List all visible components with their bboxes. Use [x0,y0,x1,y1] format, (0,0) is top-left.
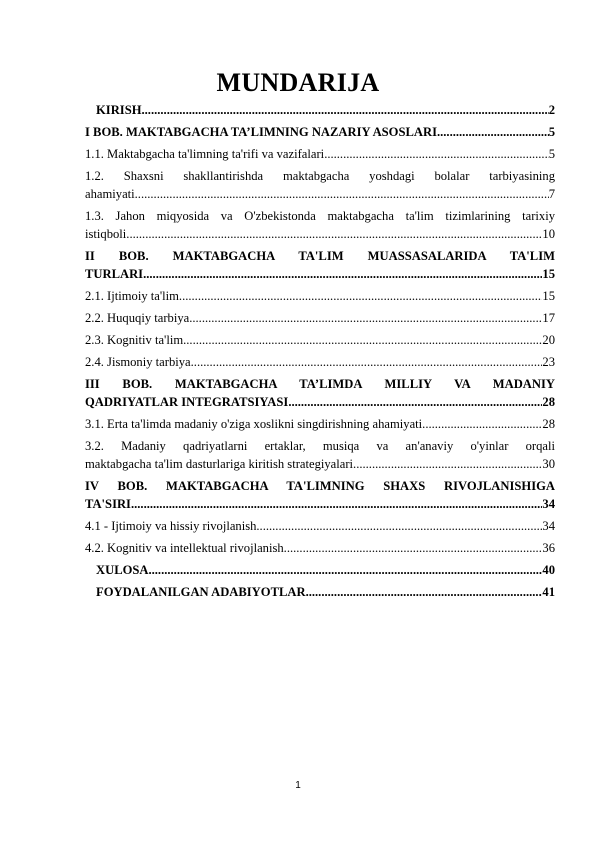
toc-page-number: 28 [542,395,555,409]
toc-entry[interactable] [85,101,555,119]
toc-entry[interactable] [85,437,555,473]
toc-page-number: 40 [542,563,555,577]
dot-leader [306,583,543,601]
page-title: MUNDARIJA [216,68,380,97]
page-number: 1 [295,780,301,791]
dot-leader [191,353,543,371]
toc-entry[interactable] [85,145,555,163]
toc-entry-line2 [85,455,555,473]
toc-page-number: 23 [542,355,555,369]
toc-entry-text: KIRISH [96,103,142,117]
table-of-contents [85,101,555,605]
dot-leader [437,123,549,141]
dot-leader [135,185,549,203]
toc-page-number: 2 [548,103,555,117]
dot-leader [288,393,542,411]
toc-entry-text-line1: II BOB. MAKTABGACHA TA'LIM MUASSASALARIDA TA'LIM [85,249,555,263]
toc-entry[interactable] [85,583,555,601]
dot-leader [189,309,542,327]
dot-leader [422,415,542,433]
toc-page-number: 34 [542,519,555,533]
toc-entry-line2 [85,265,555,283]
toc-entry-text-line2: ahamiyati [85,187,135,201]
toc-entry-line2 [85,495,555,513]
toc-entry[interactable] [85,375,555,411]
toc-page-number: 5 [548,147,555,161]
toc-entry-text: 2.1. Ijtimoiy ta'lim [85,289,179,303]
toc-entry[interactable] [85,207,555,243]
toc-entry-line2 [85,393,555,411]
toc-entry-text: 2.2. Huquqiy tarbiya [85,311,190,325]
toc-entry-line2 [85,225,555,243]
toc-entry-text-line2: maktabgacha ta'lim dasturlariga kiritish strategiyalari [85,457,354,471]
toc-entry[interactable] [85,287,555,305]
dot-leader [148,561,542,579]
toc-page-number: 28 [542,417,555,431]
dot-leader [143,265,542,283]
toc-entry-text-line2: TURLARI [85,267,144,281]
toc-entry-text: I BOB. MAKTABGACHA TA’LIMNING NAZARIY ASOSLARI [85,125,437,139]
toc-entry[interactable] [85,167,555,203]
toc-entry[interactable] [85,353,555,371]
dot-leader [284,539,543,557]
toc-entry[interactable] [85,517,555,535]
toc-page-number: 36 [542,541,555,555]
toc-entry-text-line1: III BOB. MAKTABGACHA TA’LIMDA MILLIY VA MADANIY [85,377,555,391]
dot-leader [183,331,542,349]
toc-entry[interactable] [85,539,555,557]
toc-entry[interactable] [85,247,555,283]
toc-entry-text-line1: 1.2. Shaxsni shakllantirishda maktabgacha yoshdagi bolalar tarbiyasining [85,169,555,183]
toc-page-number: 10 [542,227,555,241]
toc-entry-text-line2: istiqboli [85,227,127,241]
dot-leader [353,455,542,473]
toc-entry-text-line1: 1.3. Jahon miqyosida va O'zbekistonda maktabgacha ta'lim tizimlarining tarixiy [85,209,555,223]
toc-entry-text-line2: TA'SIRI [85,497,131,511]
toc-page-number: 15 [542,267,555,281]
dot-leader [126,225,542,243]
toc-entry-text: 1.1. Maktabgacha ta'limning ta'rifi va vazifalari [85,147,325,161]
toc-entry-text: 4.1 - Ijtimoiy va hissiy rivojlanish [85,519,257,533]
toc-entry-text: 3.1. Erta ta'limda madaniy o'ziga xoslikni singdirishning ahamiyati [85,417,423,431]
toc-entry-text: XULOSA [96,563,149,577]
toc-page-number: 41 [542,585,555,599]
toc-page-number: 17 [542,311,555,325]
dot-leader [131,495,542,513]
toc-entry-text-line1: 3.2. Madaniy qadriyatlarni ertaklar, musiqa va an'anaviy o'yinlar orqali [85,439,555,453]
dot-leader [324,145,549,163]
toc-entry[interactable] [85,477,555,513]
toc-page-number: 5 [548,125,555,139]
toc-entry-line2 [85,185,555,203]
toc-entry-text: 2.4. Jismoniy tarbiya [85,355,191,369]
toc-page-number: 7 [548,187,555,201]
toc-page-number: 15 [542,289,555,303]
toc-entry[interactable] [85,415,555,433]
toc-entry[interactable] [85,309,555,327]
toc-entry-text: 4.2. Kognitiv va intellektual rivojlanish [85,541,284,555]
toc-page-number: 34 [542,497,555,511]
toc-entry[interactable] [85,123,555,141]
toc-entry-text: FOYDALANILGAN ADABIYOTLAR [96,585,306,599]
toc-entry[interactable] [85,561,555,579]
toc-page-number: 30 [542,457,555,471]
toc-entry-text: 2.3. Kognitiv ta'lim [85,333,184,347]
toc-page-number: 20 [542,333,555,347]
dot-leader [256,517,542,535]
dot-leader [142,101,549,119]
dot-leader [179,287,542,305]
toc-entry[interactable] [85,331,555,349]
toc-entry-text-line1: IV BOB. MAKTABGACHA TA'LIMNING SHAXS RIVOJLANISHIGA [85,479,555,493]
toc-entry-text-line2: QADRIYATLAR INTEGRATSIYASI [85,395,289,409]
